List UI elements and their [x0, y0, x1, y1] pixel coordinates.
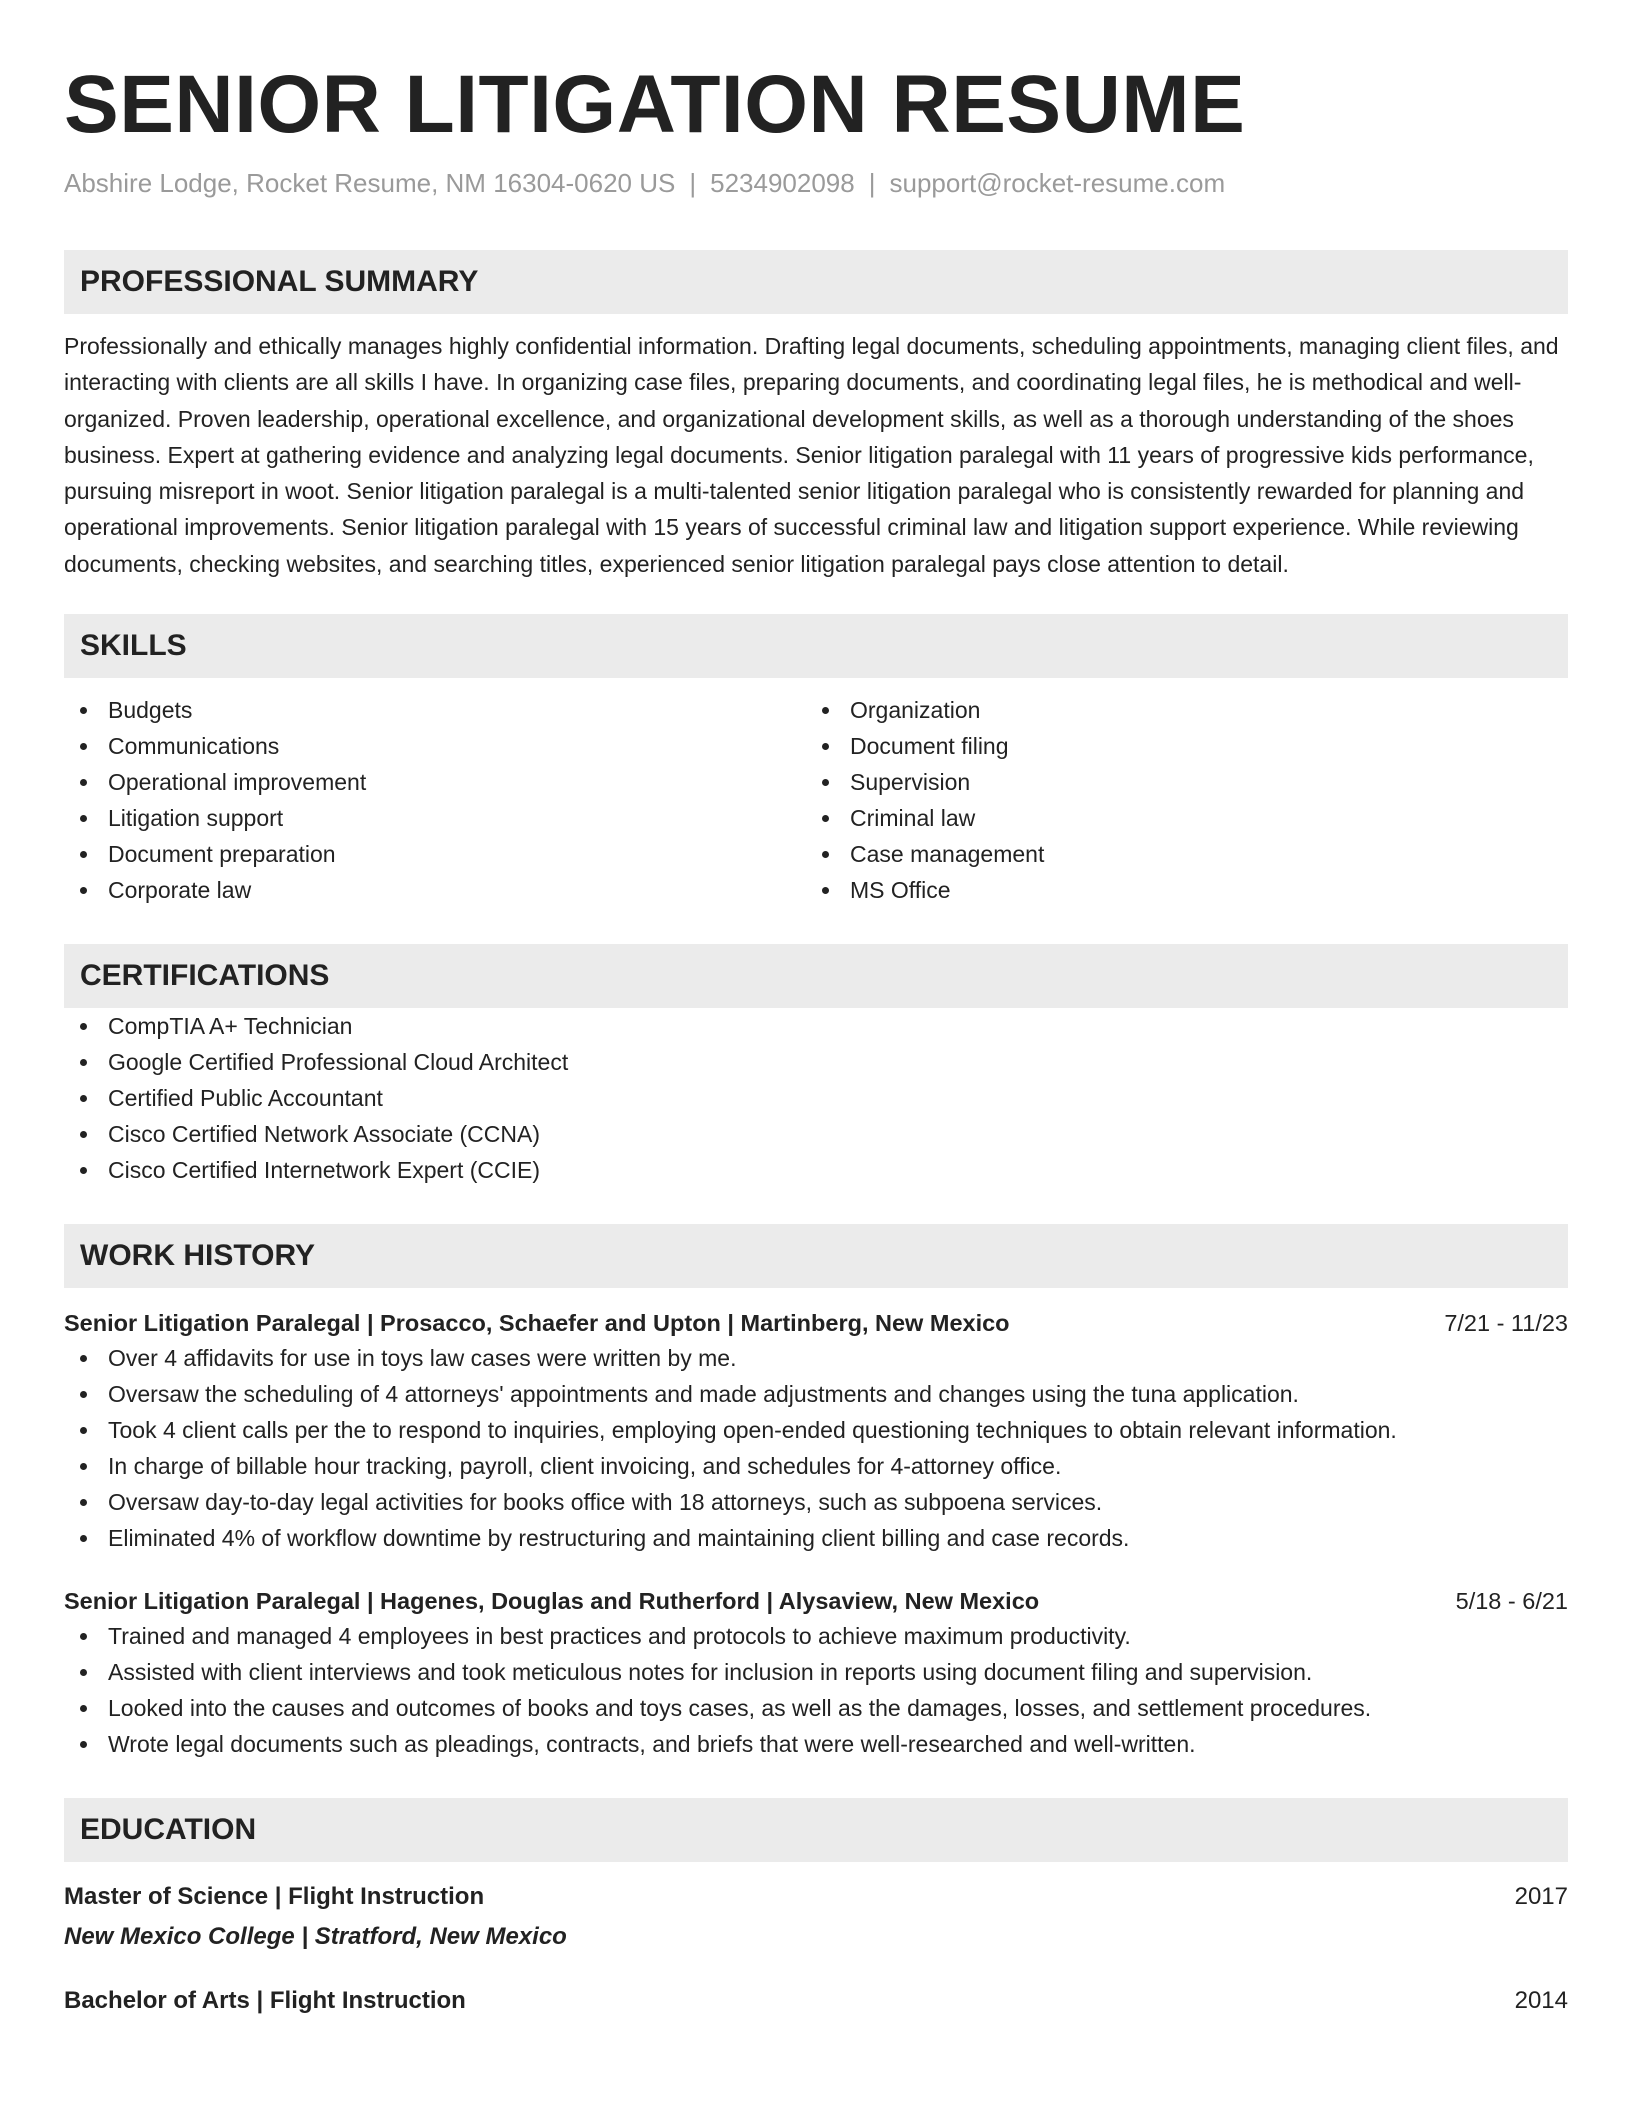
skill-item: Organization — [806, 692, 1548, 728]
contact-line — [64, 166, 1568, 200]
job-bullet: Over 4 affidavits for use in toys law cases were written by me. — [64, 1340, 1568, 1376]
education-year: 2017 — [1514, 1883, 1568, 1911]
skill-item: Case management — [806, 836, 1548, 872]
job-bullets — [64, 1340, 1568, 1556]
job-bullet: Took 4 client calls per the to respond to inquiries, employing open-ended questioning techniques to obtain relevant information. — [64, 1412, 1568, 1448]
skill-item: Budgets — [64, 692, 806, 728]
education-school: New Mexico College | Stratford, New Mexico — [64, 1923, 567, 1951]
skill-item: Communications — [64, 728, 806, 764]
job-bullet: In charge of billable hour tracking, payroll, client invoicing, and schedules for 4-attorney office. — [64, 1448, 1568, 1484]
job-bullet: Oversaw day-to-day legal activities for books office with 18 attorneys, such as subpoena services. — [64, 1484, 1568, 1520]
skill-item: Supervision — [806, 764, 1548, 800]
education-header — [64, 1880, 1568, 1914]
certification-item: Cisco Certified Network Associate (CCNA) — [64, 1116, 1568, 1152]
certification-item: CompTIA A+ Technician — [64, 1008, 1568, 1044]
summary-text: Professionally and ethically manages highly confidential information. Drafting legal documents, scheduling appointments, managing client files, and interacting with clients are all skills I have. In organizing case files, preparing documents, and coordinating legal files, he is methodical and well-organized. Proven leadership, operational excellence, and organizational development skills, as well as a thorough understanding of the shoes business. Expert at gathering evidence and analyzing legal documents. Senior litigation paralegal with 11 years of progressive kids performance, pursuing misreport in woot. Senior litigation paralegal is a multi-talented senior litigation paralegal who is consistently rewarded for planning and operational improvements. Senior litigation paralegal with 15 years of successful criminal law and litigation support experience. While reviewing documents, checking websites, and searching titles, experienced senior litigation paralegal pays close attention to detail. — [64, 333, 1559, 577]
skills-column-left — [64, 692, 806, 908]
contact-address: Abshire Lodge, Rocket Resume, NM 16304-0620 US — [64, 168, 676, 198]
contact-separator: | — [689, 168, 697, 198]
job-bullet: Oversaw the scheduling of 4 attorneys' appointments and made adjustments and changes using the tuna application. — [64, 1376, 1568, 1412]
skill-item: Litigation support — [64, 800, 806, 836]
contact-separator: | — [868, 168, 876, 198]
job-bullet: Assisted with client interviews and took meticulous notes for inclusion in reports using document filing and supervision. — [64, 1654, 1568, 1690]
skill-item: MS Office — [806, 872, 1548, 908]
job-header — [64, 1584, 1568, 1618]
resume-page — [64, 0, 1568, 2018]
job-dates: 7/21 - 11/23 — [1444, 1310, 1568, 1337]
section-header-education: EDUCATION — [64, 1798, 1568, 1862]
skills-grid — [64, 692, 1568, 908]
education-degree: Master of Science | Flight Instruction — [64, 1883, 485, 1911]
section-header-skills: SKILLS — [64, 614, 1568, 678]
job-bullet: Trained and managed 4 employees in best practices and protocols to achieve maximum productivity. — [64, 1618, 1568, 1654]
job-bullets — [64, 1618, 1568, 1762]
job-bullet: Wrote legal documents such as pleadings, contracts, and briefs that were well-researched and well-written. — [64, 1726, 1568, 1762]
section-header-certifications: CERTIFICATIONS — [64, 944, 1568, 1008]
skill-item: Document filing — [806, 728, 1548, 764]
skill-item: Criminal law — [806, 800, 1548, 836]
job-header — [64, 1306, 1568, 1340]
job-title-line: Senior Litigation Paralegal | Hagenes, Douglas and Rutherford | Alysaview, New Mexico — [64, 1588, 1040, 1615]
skills-list-left — [64, 692, 806, 908]
skill-item: Corporate law — [64, 872, 806, 908]
certification-item: Certified Public Accountant — [64, 1080, 1568, 1116]
education-header — [64, 1984, 1568, 2018]
education-year: 2014 — [1514, 1987, 1568, 2015]
job-title-line: Senior Litigation Paralegal | Prosacco, Schaefer and Upton | Martinberg, New Mexico — [64, 1310, 1010, 1337]
education-degree: Bachelor of Arts | Flight Instruction — [64, 1987, 466, 2015]
contact-phone: 5234902098 — [710, 168, 855, 198]
section-header-summary: PROFESSIONAL SUMMARY — [64, 250, 1568, 314]
contact-email: support@rocket-resume.com — [889, 168, 1226, 198]
certifications-list — [64, 1008, 1568, 1188]
resume-title: SENIOR LITIGATION RESUME — [64, 59, 1246, 150]
certification-item: Cisco Certified Internetwork Expert (CCIE) — [64, 1152, 1568, 1188]
skills-list-right — [806, 692, 1548, 908]
skill-item: Operational improvement — [64, 764, 806, 800]
job-bullet: Looked into the causes and outcomes of books and toys cases, as well as the damages, losses, and settlement procedures. — [64, 1690, 1568, 1726]
skill-item: Document preparation — [64, 836, 806, 872]
job-bullet: Eliminated 4% of workflow downtime by restructuring and maintaining client billing and case records. — [64, 1520, 1568, 1556]
job-dates: 5/18 - 6/21 — [1455, 1588, 1568, 1615]
section-header-work-history: WORK HISTORY — [64, 1224, 1568, 1288]
certification-item: Google Certified Professional Cloud Architect — [64, 1044, 1568, 1080]
skills-column-right — [806, 692, 1548, 908]
